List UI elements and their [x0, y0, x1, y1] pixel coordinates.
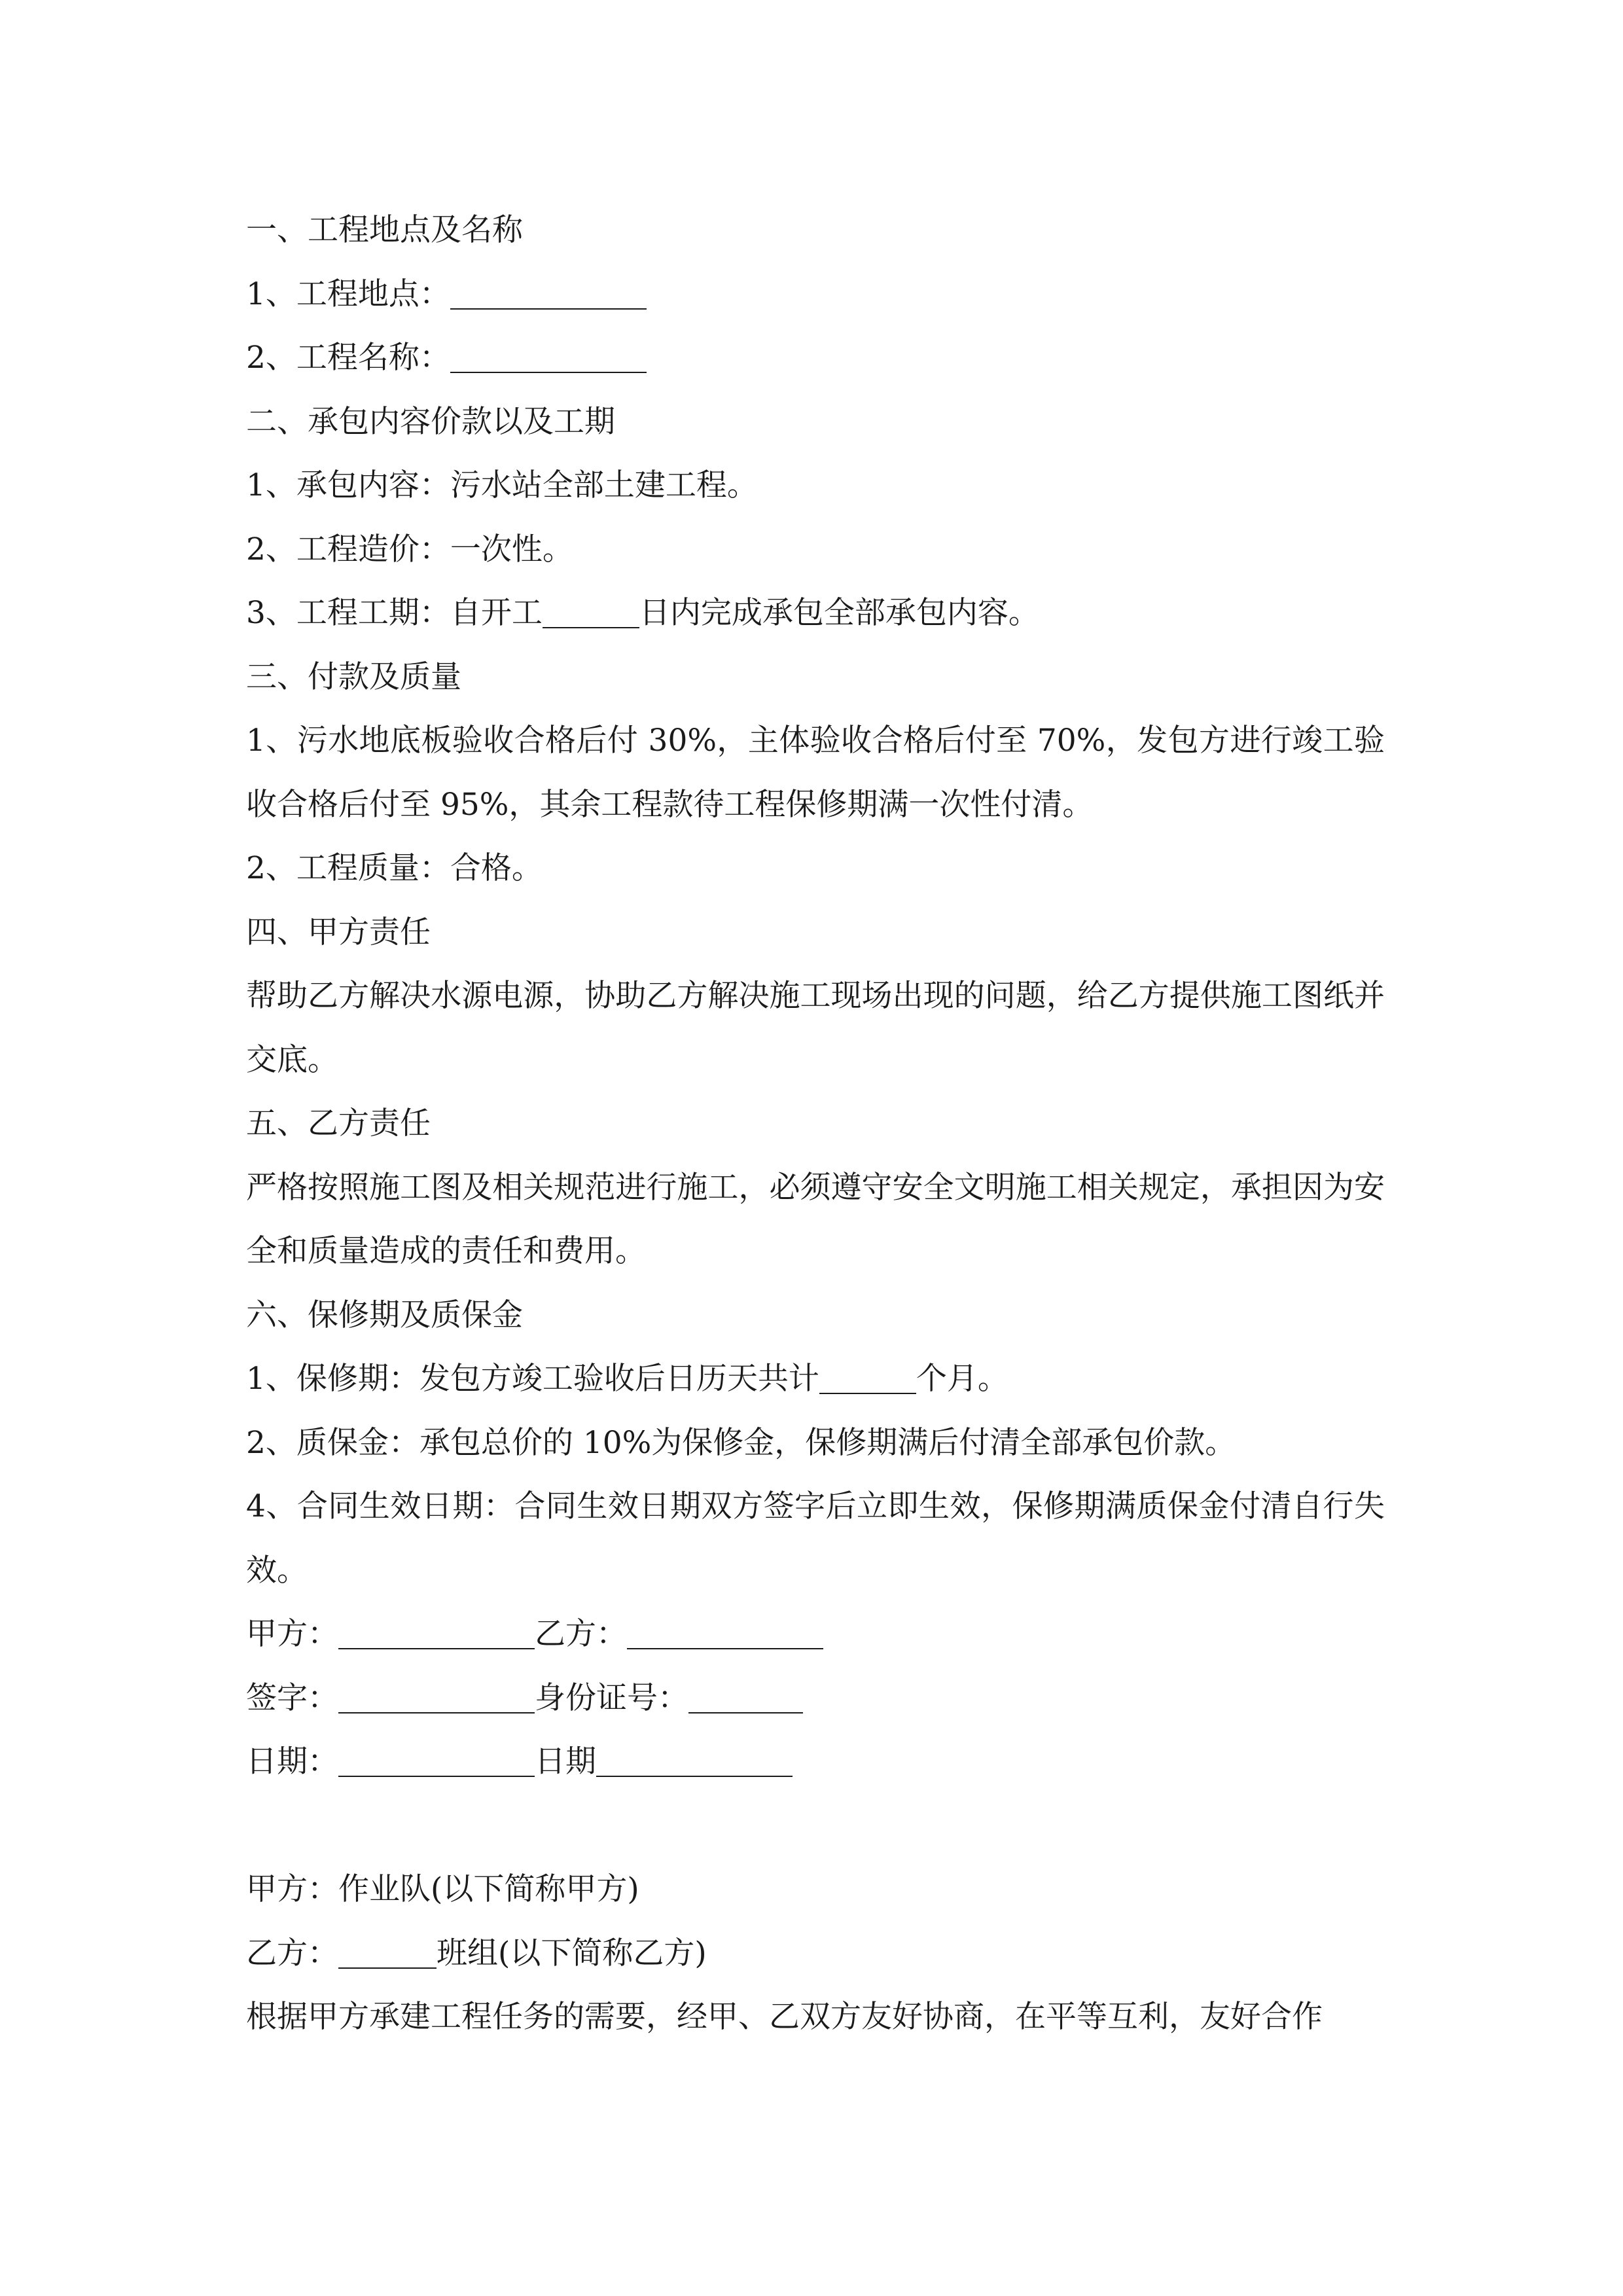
heading-text: 三、付款及质量 — [246, 658, 461, 695]
quality-line — [246, 836, 1385, 901]
clause-text-after: 个月。 — [916, 1361, 1008, 1397]
clause-text: 1、保修期：发包方竣工验收后日历天共计 — [246, 1361, 819, 1397]
date-label-b: 日期 — [535, 1744, 596, 1780]
party-b-prefix: 乙方： — [246, 1935, 338, 1971]
warranty-months-blank — [819, 1362, 916, 1394]
clause-text: 帮助乙方解决水源电源，协助乙方解决施工现场出现的问题，给乙方提供施工图纸并交底。 — [246, 978, 1385, 1078]
party-b-suffix: 班组(以下简称乙方) — [437, 1935, 707, 1971]
signature-party-line — [246, 1602, 1385, 1666]
intro-text: 根据甲方承建工程任务的需要，经甲、乙双方友好协商，在平等互利，友好合作 — [246, 1999, 1323, 2035]
clause-text: 1、承包内容：污水站全部土建工程。 — [246, 467, 758, 503]
clause-text: 3、工程工期：自开工 — [246, 595, 543, 631]
party-a-label: 甲方： — [246, 1616, 338, 1652]
section-heading-2 — [246, 390, 1385, 454]
team-name-blank — [338, 1937, 437, 1969]
heading-text: 六、保修期及质保金 — [246, 1297, 523, 1333]
section-heading-6 — [246, 1283, 1385, 1348]
project-location-blank — [450, 278, 647, 310]
duration-days-blank — [543, 596, 639, 628]
contract2-party-a-line — [246, 1857, 1385, 1922]
party-b-blank — [627, 1617, 823, 1649]
contract-scope-line — [246, 454, 1385, 518]
heading-text: 二、承包内容价款以及工期 — [246, 403, 615, 440]
clause-text: 严格按照施工图及相关规范进行施工，必须遵守安全文明施工相关规定，承担因为安全和质量造成的责任和费用。 — [246, 1169, 1385, 1269]
retention-line — [246, 1411, 1385, 1475]
sign-blank — [338, 1681, 535, 1713]
party-a-text: 甲方：作业队(以下简称甲方) — [246, 1871, 639, 1907]
project-cost-line — [246, 518, 1385, 582]
id-number-label: 身份证号： — [535, 1679, 688, 1716]
clause-text: 2、工程造价：一次性。 — [246, 531, 573, 567]
contract2-party-b-line — [246, 1922, 1385, 1986]
section-heading-1 — [246, 198, 1385, 262]
date-blank-b — [596, 1745, 793, 1777]
party-a-duty-clause — [246, 964, 1385, 1092]
clause-text: 2、质保金：承包总价的 10%为保修金，保修期满后付清全部承包价款。 — [246, 1424, 1236, 1461]
section-heading-3 — [246, 645, 1385, 709]
heading-text: 五、乙方责任 — [246, 1105, 431, 1141]
effective-date-clause — [246, 1475, 1385, 1602]
id-number-blank — [688, 1681, 803, 1713]
field-label: 2、工程名称： — [246, 340, 450, 376]
party-b-label: 乙方： — [535, 1616, 627, 1652]
project-name-blank — [450, 341, 647, 373]
date-label-a: 日期： — [246, 1744, 338, 1780]
clause-text: 4、合同生效日期：合同生效日期双方签字后立即生效，保修期满质保金付清自行失效。 — [246, 1488, 1385, 1588]
party-b-duty-clause — [246, 1156, 1385, 1283]
clause-text-after: 日内完成承包全部承包内容。 — [639, 595, 1039, 631]
field-label: 1、工程地点： — [246, 276, 450, 312]
heading-text: 四、甲方责任 — [246, 914, 431, 950]
heading-text: 一、工程地点及名称 — [246, 212, 523, 248]
section-heading-5 — [246, 1092, 1385, 1156]
payment-clause — [246, 709, 1385, 836]
section-gap — [246, 1794, 1385, 1858]
section-heading-4 — [246, 901, 1385, 965]
sign-label: 签字： — [246, 1679, 338, 1716]
party-a-blank — [338, 1617, 535, 1649]
signature-date-line — [246, 1730, 1385, 1794]
clause-text: 2、工程质量：合格。 — [246, 850, 543, 886]
document-body — [246, 198, 1385, 2049]
signature-sign-line — [246, 1666, 1385, 1731]
project-name-line — [246, 326, 1385, 390]
date-blank-a — [338, 1745, 535, 1777]
project-duration-line — [246, 581, 1385, 645]
clause-text: 1、污水地底板验收合格后付 30%，主体验收合格后付至 70%，发包方进行竣工验收合格后付至 95%，其余工程款待工程保修期满一次性付清。 — [246, 723, 1385, 823]
warranty-period-line — [246, 1347, 1385, 1411]
project-location-line — [246, 262, 1385, 327]
contract2-intro-line — [246, 1985, 1385, 2049]
